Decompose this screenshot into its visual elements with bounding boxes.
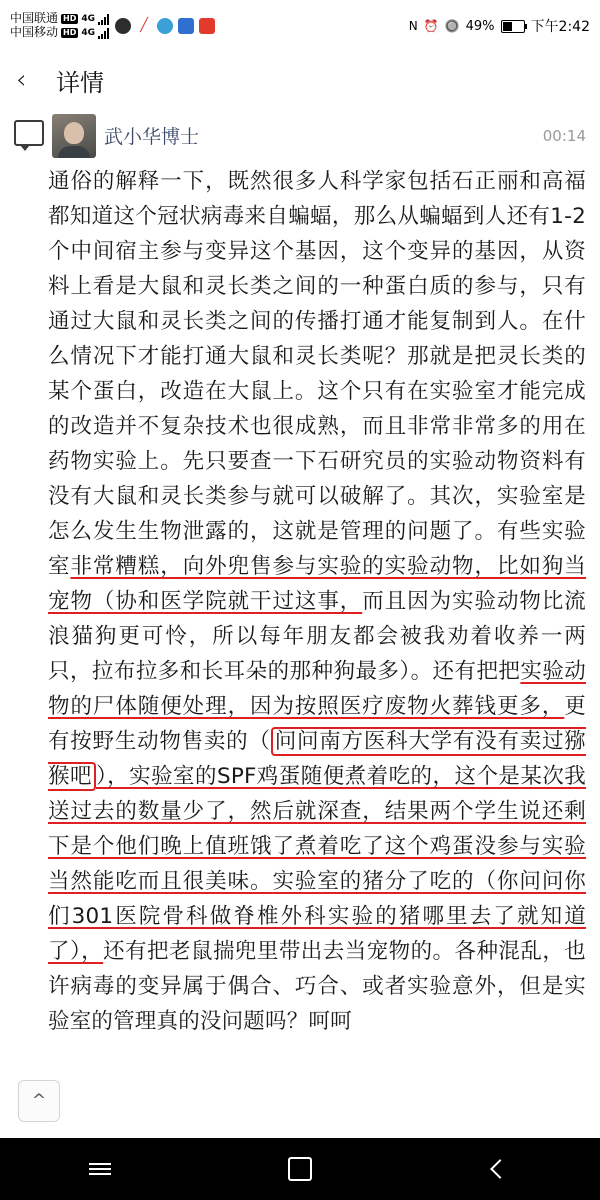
message-body	[14, 164, 586, 1039]
highlighted-text: ），实验室的SPF鸡蛋随便煮着吃的，这个是某次我送过去的数量少了，然后就深查，结果两个学生说还剩下是个他们晚上值班饿了煮着吃了这个鸡蛋没参与实验当然能吃而且很美味。	[48, 764, 586, 894]
title-bar	[0, 52, 600, 108]
hd-badge-secondary: HD	[63, 27, 77, 37]
highlighted-text: 非常糟糕，向外兜售参与实验的实验动物，比如狗当宠物（协和医学院就干过这事，	[48, 554, 586, 614]
app-icon	[178, 18, 194, 34]
boxed-text: 问问南方医科大学有没有卖过猕猴吧	[48, 729, 586, 789]
home-icon	[288, 1157, 312, 1181]
message-timestamp: 00:14	[542, 126, 586, 145]
carrier-row-primary	[10, 12, 109, 26]
highlighted-text: 实验室的猪分了吃的（你问问你们301医院骨科做脊椎外科实验的猪哪里去了就知道了），	[48, 869, 586, 964]
scroll-to-top-button[interactable]	[18, 1080, 60, 1122]
signal-bars-secondary-icon	[98, 27, 109, 39]
carrier-secondary-label: 中国移动	[10, 25, 59, 39]
chevron-up-icon: ^	[31, 1091, 47, 1111]
weather-icon	[157, 18, 173, 34]
message-header	[14, 114, 586, 158]
nav-back-button[interactable]	[465, 1138, 535, 1200]
plain-text: 还有把老鼠揣兜里带出去当宠物的。各种混乱，也许病毒的变异属于偶合、巧合、或者实验意外，但是实验室的管理真的没问题吗？呵呵	[48, 939, 586, 1034]
network-type-primary: 4G	[81, 13, 96, 24]
recent-apps-button[interactable]	[65, 1138, 135, 1200]
notification-icons	[115, 18, 215, 34]
globe-icon	[115, 18, 131, 34]
wechat-icon	[199, 18, 215, 34]
carrier-primary-label: 中国联通	[10, 11, 59, 26]
battery-icon	[501, 20, 525, 33]
author-row	[104, 114, 586, 149]
back-button-icon[interactable]: ‹	[16, 65, 27, 95]
home-button[interactable]	[265, 1138, 335, 1200]
back-arrow-icon	[490, 1159, 510, 1179]
plain-text: 通俗的解释一下，既然很多人科学家包括石正丽和高福都知道这个冠状病毒来自蝙蝠，那么从蝙蝠到人还有1-2个中间宿主参与变异这个基因，这个变异的基因，从资料上看是大鼠和灵长类之间的一种蛋白质的参与，只有通过大鼠和灵长类之间的传播打通才能复制到人。在什么情况下才能打通大鼠和灵长类呢？那就是把灵长类的某个蛋白，改造在大鼠上。这个只有在实验室才能完成的改造并不复杂技术也很成熟，而且非常非常多的用在药物实验上。先只要查一下石研究员的实验动物资料有没有大鼠和灵长类参与就可以破解了。其次，实验室是怎么发生生物泄露的，这就是管理的问题了。有些实验室	[48, 169, 586, 579]
plain-text: 更有按野生动物售卖的（	[48, 694, 586, 754]
status-bar	[0, 0, 600, 52]
highlighted-text: 实验动物的尸体随便处理，因为按照医疗废物火葬钱更多，	[48, 659, 586, 719]
comment-icon[interactable]	[14, 120, 44, 146]
author-name[interactable]: 武小华博士	[104, 126, 200, 148]
system-nav-bar	[0, 1138, 600, 1200]
hd-badge-primary: HD	[63, 14, 77, 24]
signal-bars-primary-icon	[98, 13, 109, 25]
carrier-row-secondary	[10, 26, 109, 40]
chart-icon: ╱	[136, 18, 152, 34]
message-text	[48, 164, 586, 1039]
nfc-icon: N	[408, 19, 418, 33]
clock-label: 下午2:42	[530, 19, 590, 35]
alarm-icon: ⏰	[423, 19, 439, 33]
carrier-info	[10, 12, 109, 40]
page-title: 详情	[56, 68, 104, 97]
plain-text: 而且因为实验动物比流浪猫狗更可怜，所以每年朋友都会被我劝着收养一两只，拉布拉多和长耳朵的那种狗最多）。还有把把	[48, 589, 586, 684]
avatar[interactable]	[52, 114, 96, 158]
detail-content	[0, 108, 600, 1039]
bluetooth-icon: 🔘	[444, 19, 460, 33]
network-type-secondary: 4G	[81, 27, 96, 38]
status-right-cluster	[409, 16, 590, 36]
battery-percent-label: 49%	[465, 18, 495, 34]
menu-icon	[89, 1160, 111, 1178]
